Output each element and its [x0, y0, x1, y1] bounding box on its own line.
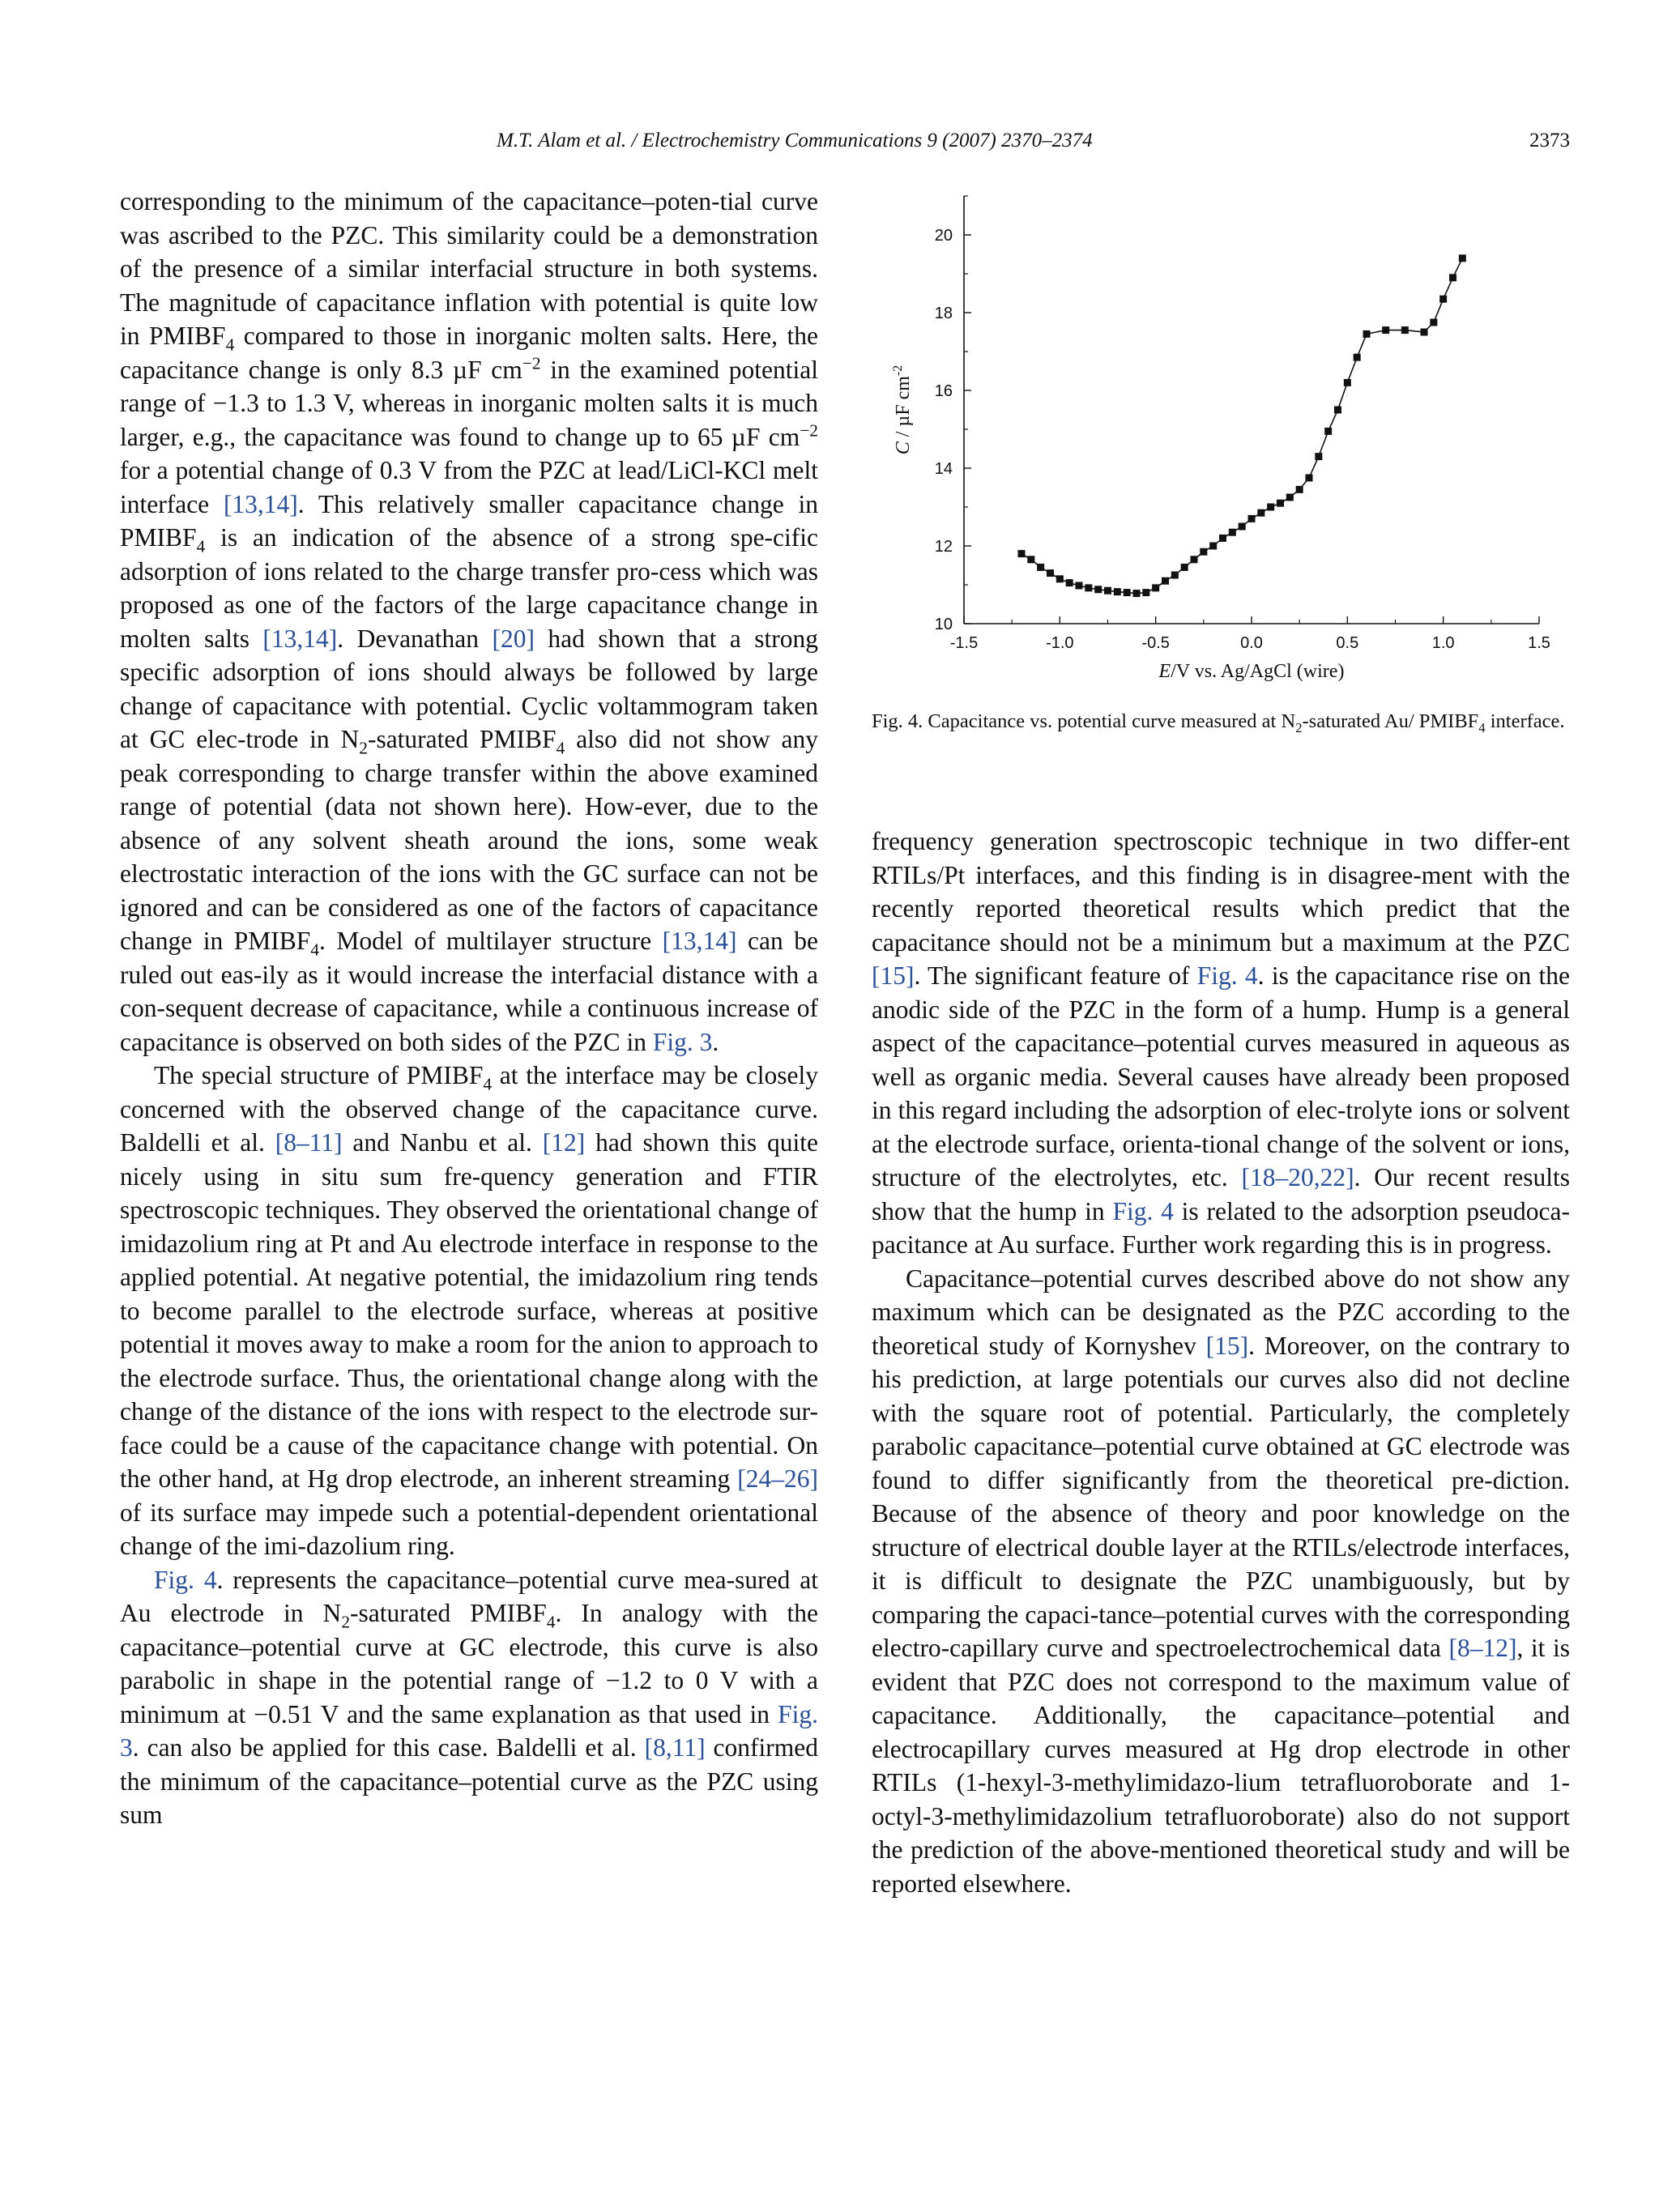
data-point — [1200, 548, 1207, 556]
paragraph: corresponding to the minimum of the capacitance–poten-tial curve was ascribed to the PZC. This similarity could be a demonstration of the presence of a similar interfacial structure in both systems. The magnitude of capacitance inflation with potential is quite low in $PMIBF_4$ compared to those in inorganic molten salts. Here, the capacitance change is only 8.3 µF $cm^{-2}$ in the examined potential range of −1.3 to 1.3 V, whereas in inorganic molten salts it is much larger, e.g., the capacitance was found to change up to 65 µF $cm^{-2}$ for a potential change of 0.3 V from the PZC at lead/LiCl-KCl melt interface [13,14]. This relatively smaller capacitance change in $PMIBF_4$ is an indication of the absence of a strong spe-cific adsorption of ions related to the charge transfer pro-cess which was proposed as one of the factors of the large capacitance change in molten salts [13,14]. Devanathan [20] had shown that a strong specific adsorption of ions should always be followed by large change of capacitance with potential. Cyclic voltammogram taken at GC elec-trode in $N_2$-saturated $PMIBF_4$ also did not show any peak corresponding to charge transfer within the above examined range of potential (data not shown here). How-ever, due to the absence of any solvent sheath around the ions, some weak electrostatic interaction of the ions with the GC surface can not be ignored and can be considered as one of the factors of capacitance change in $PMIBF_4$. Model of multilayer structure [13,14] can be ruled out eas-ily as it would increase the interfacial distance with a con-sequent decrease of capacitance, while a continuous increase of capacitance is observed on both sides of the PZC in Fig. 3. — [120, 187, 819, 1056]
citation-link[interactable]: [13,14] — [223, 489, 298, 518]
data-point — [1306, 475, 1313, 482]
data-point — [1344, 379, 1351, 386]
paragraph: Capacitance–potential curves described above do not show any maximum which can be designated as the PZC according to the theoretical study of Kornyshev [15]. Moreover, on the contrary to his prediction, at large potentials our curves also did not decline with the square root of potential. Particularly, the completely parabolic capacitance–potential curve obtained at GC electrode was found to differ significantly from the theoretical pre-diction. Because of the absence of theory and poor knowledge on the structure of electrical double layer at the RTILs/electrode interfaces, it is difficult to designate the PZC unambiguously, but by comparing the capaci-tance–potential curves with the corresponding electro-capillary curve and spectroelectrochemical data [8–12], it is evident that PZC does not correspond to the maximum value of capacitance. Additionally, the capacitance–potential and electrocapillary curves measured at Hg drop electrode in other RTILs (1-hexyl-3-methylimidazo-lium tetrafluoroborate and 1-octyl-3-methylimidazolium tetrafluoroborate) also do not support the prediction of the above-mentioned theoretical study and will be reported elsewhere. — [872, 1264, 1571, 1898]
data-point — [1334, 407, 1341, 414]
paragraph: The special structure of $PMIBF_4$ at the interface may be closely concerned with the observed change of the capacitance curve. Baldelli et al. [8–11] and Nanbu et al. [12] had shown this quite nicely using in situ sum fre-quency generation and FTIR spectroscopic techniques. They observed the orientational change of imidazolium ring at Pt and Au electrode interface in response to the applied potential. At negative potential, the imidazolium ring tends to become parallel to the electrode surface, whereas at positive potential it moves away to make a room for the anion to approach to the electrode surface. Thus, the orientational change along with the change of the distance of the ions with respect to the electrode sur-face could be a cause of the capacitance change with potential. On the other hand, at Hg drop electrode, an inherent streaming [24–26] of its surface may impede such a potential-dependent orientational change of the imi-dazolium ring. — [120, 1061, 818, 1560]
y-tick-label: 10 — [934, 616, 953, 633]
x-tick-label: 0.5 — [1336, 634, 1359, 652]
data-point — [1018, 550, 1026, 557]
data-point — [1430, 319, 1437, 326]
x-tick-label: 0.0 — [1240, 634, 1263, 652]
citation-link[interactable]: [8–11] — [275, 1128, 343, 1157]
capacitance-chart — [872, 185, 1570, 695]
data-point — [1219, 535, 1226, 542]
x-tick-label: 1.5 — [1528, 634, 1550, 652]
figure-link[interactable]: Fig. 4 — [1112, 1196, 1174, 1225]
left-column — [120, 185, 818, 1832]
y-tick-label: 18 — [934, 305, 953, 322]
data-point — [1257, 509, 1265, 517]
data-point — [1248, 515, 1256, 522]
citation-link[interactable]: [8–12] — [1448, 1634, 1517, 1662]
data-point — [1267, 504, 1274, 511]
data-point — [1142, 589, 1149, 596]
data-point — [1076, 582, 1083, 589]
data-point — [1286, 494, 1294, 501]
data-point — [1382, 326, 1389, 334]
citation-link[interactable]: [13,14] — [662, 927, 737, 955]
data-point — [1277, 500, 1284, 507]
citation-link[interactable]: [24–26] — [737, 1464, 818, 1493]
citation-link[interactable]: [12] — [542, 1128, 586, 1157]
x-tick-label: 1.0 — [1431, 634, 1455, 652]
x-axis-label: E/V vs. Ag/AgCl (wire) — [1158, 661, 1345, 682]
data-point — [1085, 584, 1092, 591]
data-point — [1181, 564, 1188, 571]
running-head: M.T. Alam et al. / Electrochemistry Communications 9 (2007) 2370–2374 — [497, 130, 1093, 151]
citation-link[interactable]: [18–20,22] — [1241, 1163, 1354, 1191]
data-point — [1027, 556, 1034, 563]
y-tick-label: 20 — [934, 227, 953, 245]
data-point — [1037, 564, 1044, 571]
data-point — [1401, 326, 1409, 334]
data-point — [1152, 584, 1159, 591]
figure-caption: Fig. 4. Capacitance vs. potential curve measured at $N_2$-saturated Au/ $PMIBF_4$ interface. — [872, 710, 1565, 735]
data-point — [1047, 569, 1054, 577]
citation-link[interactable]: [8,11] — [644, 1733, 706, 1762]
figure-link[interactable]: Fig. 4 — [154, 1565, 217, 1594]
data-point — [1421, 329, 1428, 336]
y-axis-label: C / µF $cm^{-2}$ — [891, 364, 914, 455]
y-tick-label: 12 — [934, 538, 953, 556]
data-point — [1296, 486, 1303, 493]
figure-link[interactable]: Fig. 4 — [1196, 961, 1258, 990]
y-tick-label: 14 — [934, 460, 953, 478]
data-point — [1439, 296, 1447, 303]
paragraph: Fig. 4. represents the capacitance–potential curve mea-sured at Au electrode in $N_2$-saturated $PMIBF_4$. In analogy with the capacitance–potential curve at GC electrode, this curve is also parabolic in shape in the potential range of −1.2 to 0 V with a minimum at −0.51 V and the same explanation as that used in Fig. 3. can also be applied for this case. Baldelli et al. [8,11] confirmed the minimum of the capacitance–potential curve as the PZC using sum — [120, 1565, 818, 1829]
data-point — [1124, 589, 1131, 596]
data-point — [1459, 254, 1466, 262]
citation-link[interactable]: [15] — [1205, 1331, 1249, 1360]
data-point — [1056, 575, 1064, 582]
data-point — [1449, 274, 1456, 281]
series-line — [1021, 258, 1462, 594]
data-point — [1209, 543, 1217, 550]
x-tick-label: -0.5 — [1141, 634, 1170, 652]
data-point — [1324, 428, 1332, 435]
data-point — [1315, 453, 1322, 460]
right-column — [872, 825, 1570, 1900]
data-point — [1114, 588, 1121, 595]
data-point — [1229, 529, 1236, 536]
data-point — [1171, 572, 1179, 579]
data-point — [1094, 586, 1102, 593]
running-header — [120, 130, 1570, 162]
figure-link[interactable]: Fig. 3 — [652, 1027, 713, 1056]
data-point — [1363, 330, 1371, 338]
data-point — [1104, 587, 1111, 595]
citation-link[interactable]: [20] — [492, 624, 535, 653]
citation-link[interactable]: [15] — [872, 961, 915, 990]
data-point — [1162, 578, 1169, 585]
y-tick-label: 16 — [934, 382, 953, 400]
paragraph: frequency generation spectroscopic technique in two differ-ent RTILs/Pt interfaces, and this finding is in disagree-ment with the recently reported theoretical results which predict that the capacitance should not be a minimum but a maximum at the PZC [15]. The significant feature of Fig. 4. is the capacitance rise on the anodic side of the PZC in the form of a hump. Hump is a general aspect of the capacitance–potential curves measured in aqueous as well as organic media. Several causes have already been proposed in this regard including the adsorption of elec-trolyte ions or solvent at the electrode surface, orienta-tional change of the solvent or ions, structure of the electrolytes, etc. [18–20,22]. Our recent results show that the hump in Fig. 4 is related to the adsorption pseudoca-pacitance at Au surface. Further work regarding this is in progress. — [872, 827, 1570, 1259]
data-point — [1239, 523, 1246, 531]
citation-link[interactable]: [13,14] — [262, 624, 338, 653]
page-number: 2373 — [1529, 130, 1570, 151]
x-tick-label: -1.5 — [949, 634, 979, 652]
data-point — [1066, 579, 1073, 586]
figure-4 — [872, 185, 1570, 768]
data-point — [1191, 556, 1198, 563]
data-point — [1354, 354, 1361, 361]
figure-link[interactable]: Fig. 3 — [120, 1699, 818, 1762]
data-point — [1133, 590, 1141, 597]
x-tick-label: -1.0 — [1046, 634, 1074, 652]
